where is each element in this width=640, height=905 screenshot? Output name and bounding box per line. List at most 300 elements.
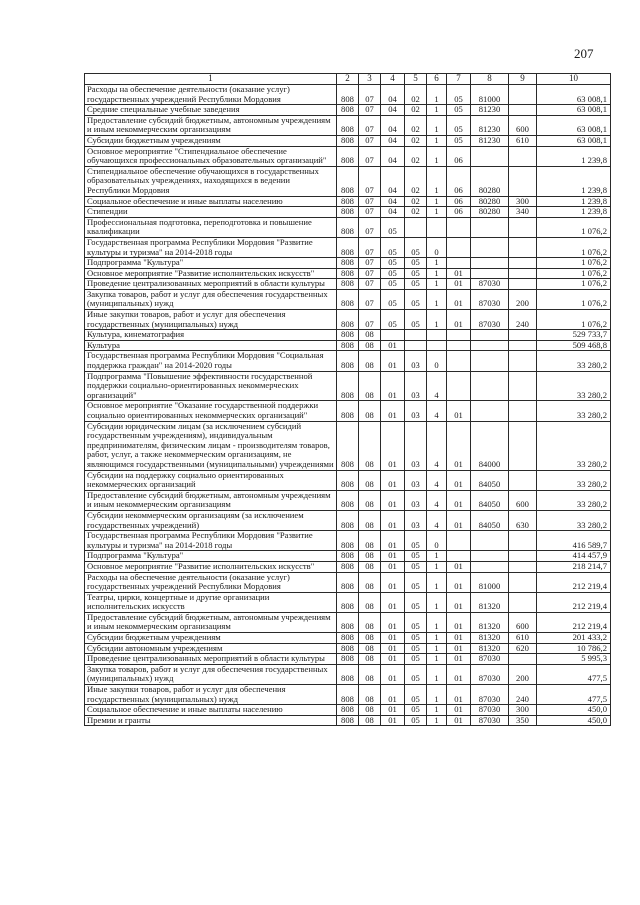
header-col-amount: 10: [537, 74, 611, 85]
cell-col-amount: 1 239,8: [537, 207, 611, 218]
cell-col-program: 05: [405, 654, 427, 665]
cell-col-name: Подпрограмма "Культура": [85, 258, 337, 269]
cell-col-ministry: 808: [337, 401, 359, 421]
cell-col-amount: 33 280,2: [537, 510, 611, 530]
table-row: [85, 510, 611, 530]
cell-col-amount: 416 589,7: [537, 531, 611, 551]
cell-col-section: 07: [359, 310, 381, 330]
cell-col-section: 07: [359, 217, 381, 237]
cell-col-ministry: 808: [337, 289, 359, 309]
budget-table: [84, 73, 611, 726]
cell-col-program: 03: [405, 510, 427, 530]
cell-col-measure: 01: [447, 664, 471, 684]
cell-col-amount: 477,5: [537, 664, 611, 684]
cell-col-section: 07: [359, 115, 381, 135]
cell-col-program: 05: [405, 268, 427, 279]
table-row: [85, 146, 611, 166]
cell-col-amount: 477,5: [537, 685, 611, 705]
table-header-row: [85, 74, 611, 85]
cell-col-measure: 01: [447, 421, 471, 470]
cell-col-amount: 1 076,2: [537, 289, 611, 309]
header-col-section: 3: [359, 74, 381, 85]
cell-col-direction: [471, 401, 509, 421]
header-col-ministry: 2: [337, 74, 359, 85]
cell-col-amount: 450,0: [537, 705, 611, 716]
cell-col-ministry: 808: [337, 258, 359, 269]
table-row: [85, 633, 611, 644]
cell-col-section: 08: [359, 715, 381, 726]
cell-col-direction: [471, 237, 509, 257]
cell-col-amount: 10 786,2: [537, 643, 611, 654]
cell-col-program: 05: [405, 279, 427, 290]
cell-col-direction: [471, 531, 509, 551]
cell-col-direction: [471, 351, 509, 371]
cell-col-expense-type: [509, 654, 537, 665]
cell-col-expense-type: 600: [509, 612, 537, 632]
cell-col-amount: 212 219,4: [537, 612, 611, 632]
cell-col-program: 05: [405, 531, 427, 551]
cell-col-direction: 84050: [471, 510, 509, 530]
table-row: [85, 207, 611, 218]
cell-col-measure: [447, 371, 471, 401]
cell-col-amount: 33 280,2: [537, 401, 611, 421]
cell-col-direction: 87030: [471, 654, 509, 665]
cell-col-amount: 33 280,2: [537, 490, 611, 510]
cell-col-amount: 63 008,1: [537, 115, 611, 135]
cell-col-expense-type: 300: [509, 705, 537, 716]
cell-col-amount: 33 280,2: [537, 371, 611, 401]
cell-col-measure: 05: [447, 115, 471, 135]
cell-col-ministry: 808: [337, 572, 359, 592]
cell-col-subprogram: [427, 340, 447, 351]
cell-col-subsection: 01: [381, 531, 405, 551]
cell-col-program: 02: [405, 166, 427, 196]
cell-col-subsection: [381, 330, 405, 341]
cell-col-ministry: 808: [337, 330, 359, 341]
cell-col-subprogram: 1: [427, 196, 447, 207]
cell-col-subsection: 05: [381, 268, 405, 279]
header-col-subprogram: 6: [427, 74, 447, 85]
cell-col-subsection: 01: [381, 340, 405, 351]
cell-col-measure: 01: [447, 643, 471, 654]
cell-col-amount: 1 076,2: [537, 268, 611, 279]
cell-col-direction: 84050: [471, 470, 509, 490]
cell-col-expense-type: [509, 105, 537, 116]
table-row: [85, 237, 611, 257]
cell-col-section: 07: [359, 207, 381, 218]
cell-col-ministry: 808: [337, 135, 359, 146]
cell-col-subsection: 01: [381, 551, 405, 562]
cell-col-program: 02: [405, 135, 427, 146]
cell-col-subprogram: 1: [427, 654, 447, 665]
cell-col-measure: 06: [447, 207, 471, 218]
cell-col-ministry: 808: [337, 612, 359, 632]
cell-col-direction: 87030: [471, 705, 509, 716]
cell-col-ministry: 808: [337, 207, 359, 218]
cell-col-subprogram: [427, 330, 447, 341]
cell-col-expense-type: [509, 371, 537, 401]
cell-col-subsection: 04: [381, 85, 405, 105]
cell-col-name: Подпрограмма "Повышение эффективности государственной поддержки социально-ориентированных некоммерческих организаций": [85, 371, 337, 401]
cell-col-subprogram: 0: [427, 351, 447, 371]
table-row: [85, 561, 611, 572]
cell-col-measure: 05: [447, 135, 471, 146]
cell-col-expense-type: 610: [509, 135, 537, 146]
cell-col-subprogram: 1: [427, 279, 447, 290]
cell-col-name: Иные закупки товаров, работ и услуг для обеспечения государственных (муниципальных) нужд: [85, 685, 337, 705]
cell-col-section: 08: [359, 421, 381, 470]
cell-col-measure: 01: [447, 510, 471, 530]
cell-col-name: Закупка товаров, работ и услуг для обеспечения государственных (муниципальных) нужд: [85, 289, 337, 309]
cell-col-expense-type: [509, 421, 537, 470]
cell-col-expense-type: [509, 351, 537, 371]
cell-col-subsection: 01: [381, 654, 405, 665]
cell-col-program: 05: [405, 551, 427, 562]
cell-col-name: Предоставление субсидий бюджетным, автономным учреждениям и иным некоммерческим организациям: [85, 612, 337, 632]
cell-col-name: Профессиональная подготовка, переподготовка и повышение квалификации: [85, 217, 337, 237]
cell-col-name: Премии и гранты: [85, 715, 337, 726]
cell-col-name: Культура: [85, 340, 337, 351]
cell-col-name: Средние специальные учебные заведения: [85, 105, 337, 116]
table-row: [85, 612, 611, 632]
cell-col-name: Расходы на обеспечение деятельности (оказание услуг) государственных учреждений Республики Мордовия: [85, 572, 337, 592]
cell-col-ministry: 808: [337, 166, 359, 196]
table-row: [85, 196, 611, 207]
cell-col-measure: [447, 237, 471, 257]
table-row: [85, 531, 611, 551]
cell-col-program: 03: [405, 470, 427, 490]
cell-col-name: Театры, цирки, концертные и другие организации исполнительских искусств: [85, 592, 337, 612]
table-row: [85, 401, 611, 421]
cell-col-measure: 01: [447, 401, 471, 421]
cell-col-ministry: 808: [337, 105, 359, 116]
cell-col-expense-type: 340: [509, 207, 537, 218]
cell-col-program: 02: [405, 196, 427, 207]
cell-col-expense-type: [509, 146, 537, 166]
cell-col-name: Проведение централизованных мероприятий в области культуры: [85, 279, 337, 290]
cell-col-measure: 05: [447, 105, 471, 116]
cell-col-subprogram: 1: [427, 105, 447, 116]
cell-col-name: Субсидии бюджетным учреждениям: [85, 633, 337, 644]
cell-col-subsection: 05: [381, 237, 405, 257]
cell-col-section: 07: [359, 258, 381, 269]
table-row: [85, 654, 611, 665]
cell-col-section: 08: [359, 633, 381, 644]
table-row: [85, 470, 611, 490]
table-row: [85, 551, 611, 562]
cell-col-name: Иные закупки товаров, работ и услуг для обеспечения государственных (муниципальных) нужд: [85, 310, 337, 330]
cell-col-expense-type: 240: [509, 685, 537, 705]
table-row: [85, 105, 611, 116]
cell-col-program: 05: [405, 310, 427, 330]
cell-col-ministry: 808: [337, 310, 359, 330]
cell-col-amount: 63 008,1: [537, 105, 611, 116]
cell-col-name: Предоставление субсидий бюджетным, автономным учреждениям и иным некоммерческим организациям: [85, 490, 337, 510]
cell-col-direction: [471, 551, 509, 562]
cell-col-program: 02: [405, 105, 427, 116]
cell-col-expense-type: [509, 531, 537, 551]
cell-col-amount: 1 076,2: [537, 237, 611, 257]
cell-col-measure: [447, 258, 471, 269]
cell-col-name: Стипендии: [85, 207, 337, 218]
cell-col-program: [405, 340, 427, 351]
cell-col-amount: 1 239,8: [537, 166, 611, 196]
cell-col-amount: 33 280,2: [537, 421, 611, 470]
header-col-name: 1: [85, 74, 337, 85]
cell-col-section: 08: [359, 643, 381, 654]
cell-col-ministry: 808: [337, 705, 359, 716]
cell-col-expense-type: [509, 166, 537, 196]
cell-col-measure: 01: [447, 612, 471, 632]
cell-col-expense-type: [509, 268, 537, 279]
cell-col-expense-type: [509, 237, 537, 257]
cell-col-program: 02: [405, 207, 427, 218]
cell-col-expense-type: [509, 401, 537, 421]
table-row: [85, 310, 611, 330]
cell-col-ministry: 808: [337, 510, 359, 530]
cell-col-ministry: 808: [337, 371, 359, 401]
cell-col-expense-type: [509, 85, 537, 105]
cell-col-section: 08: [359, 685, 381, 705]
cell-col-direction: 87030: [471, 289, 509, 309]
cell-col-subsection: 01: [381, 401, 405, 421]
cell-col-subsection: 01: [381, 592, 405, 612]
table-row: [85, 664, 611, 684]
cell-col-direction: 87030: [471, 685, 509, 705]
cell-col-section: 08: [359, 561, 381, 572]
cell-col-subprogram: 4: [427, 470, 447, 490]
cell-col-program: 05: [405, 592, 427, 612]
cell-col-expense-type: [509, 561, 537, 572]
cell-col-amount: 33 280,2: [537, 351, 611, 371]
cell-col-measure: [447, 330, 471, 341]
cell-col-section: 07: [359, 289, 381, 309]
cell-col-section: 08: [359, 470, 381, 490]
cell-col-name: Субсидии бюджетным учреждениям: [85, 135, 337, 146]
cell-col-ministry: 808: [337, 531, 359, 551]
cell-col-amount: 212 219,4: [537, 592, 611, 612]
cell-col-expense-type: 300: [509, 196, 537, 207]
cell-col-name: Подпрограмма "Культура": [85, 551, 337, 562]
cell-col-measure: 01: [447, 279, 471, 290]
cell-col-name: Расходы на обеспечение деятельности (оказание услуг) государственных учреждений Республики Мордовия: [85, 85, 337, 105]
cell-col-program: 02: [405, 115, 427, 135]
cell-col-subprogram: 1: [427, 115, 447, 135]
cell-col-section: 07: [359, 279, 381, 290]
table-row: [85, 421, 611, 470]
table-row: [85, 340, 611, 351]
cell-col-amount: 1 076,2: [537, 217, 611, 237]
cell-col-subsection: 04: [381, 115, 405, 135]
cell-col-section: 07: [359, 146, 381, 166]
cell-col-subsection: 01: [381, 633, 405, 644]
cell-col-subprogram: 1: [427, 572, 447, 592]
cell-col-direction: [471, 330, 509, 341]
cell-col-direction: [471, 268, 509, 279]
cell-col-subprogram: [427, 217, 447, 237]
cell-col-measure: 01: [447, 654, 471, 665]
cell-col-subprogram: 1: [427, 685, 447, 705]
cell-col-subprogram: 4: [427, 510, 447, 530]
cell-col-amount: 1 076,2: [537, 258, 611, 269]
cell-col-program: 02: [405, 146, 427, 166]
cell-col-name: Государственная программа Республики Мордовия "Социальная поддержка граждан" на 2014-2020 годы: [85, 351, 337, 371]
cell-col-direction: 81000: [471, 85, 509, 105]
cell-col-amount: 1 076,2: [537, 279, 611, 290]
table-row: [85, 715, 611, 726]
table-row: [85, 258, 611, 269]
cell-col-amount: 63 008,1: [537, 135, 611, 146]
cell-col-measure: [447, 351, 471, 371]
cell-col-program: 03: [405, 401, 427, 421]
cell-col-program: 03: [405, 490, 427, 510]
cell-col-subsection: 01: [381, 351, 405, 371]
cell-col-program: 05: [405, 664, 427, 684]
cell-col-ministry: 808: [337, 551, 359, 562]
budget-table-container: [84, 73, 610, 726]
table-row: [85, 268, 611, 279]
cell-col-amount: 63 008,1: [537, 85, 611, 105]
cell-col-direction: 87030: [471, 310, 509, 330]
cell-col-name: Предоставление субсидий бюджетным, автономным учреждениям и иным некоммерческим организациям: [85, 115, 337, 135]
cell-col-amount: 450,0: [537, 715, 611, 726]
cell-col-expense-type: [509, 470, 537, 490]
cell-col-program: 05: [405, 561, 427, 572]
table-row: [85, 371, 611, 401]
table-row: [85, 490, 611, 510]
cell-col-direction: 87030: [471, 279, 509, 290]
cell-col-section: 08: [359, 351, 381, 371]
cell-col-section: 08: [359, 510, 381, 530]
cell-col-program: 03: [405, 351, 427, 371]
cell-col-expense-type: 620: [509, 643, 537, 654]
header-col-program: 5: [405, 74, 427, 85]
cell-col-section: 08: [359, 490, 381, 510]
cell-col-expense-type: [509, 340, 537, 351]
cell-col-expense-type: 240: [509, 310, 537, 330]
cell-col-ministry: 808: [337, 268, 359, 279]
cell-col-expense-type: 610: [509, 633, 537, 644]
cell-col-direction: 87030: [471, 715, 509, 726]
cell-col-name: Социальное обеспечение и иные выплаты населению: [85, 705, 337, 716]
table-row: [85, 572, 611, 592]
cell-col-amount: 5 995,3: [537, 654, 611, 665]
cell-col-subsection: 01: [381, 572, 405, 592]
cell-col-program: 02: [405, 85, 427, 105]
cell-col-measure: 06: [447, 196, 471, 207]
cell-col-program: 03: [405, 421, 427, 470]
cell-col-expense-type: 630: [509, 510, 537, 530]
cell-col-subprogram: 1: [427, 85, 447, 105]
header-col-direction: 8: [471, 74, 509, 85]
cell-col-subsection: 05: [381, 258, 405, 269]
table-row: [85, 592, 611, 612]
cell-col-measure: 01: [447, 561, 471, 572]
cell-col-name: Социальное обеспечение и иные выплаты населению: [85, 196, 337, 207]
cell-col-section: 07: [359, 135, 381, 146]
cell-col-subprogram: 4: [427, 401, 447, 421]
cell-col-program: 05: [405, 643, 427, 654]
cell-col-section: 08: [359, 340, 381, 351]
cell-col-ministry: 808: [337, 654, 359, 665]
cell-col-subprogram: 1: [427, 612, 447, 632]
cell-col-direction: 84000: [471, 421, 509, 470]
cell-col-subprogram: 1: [427, 289, 447, 309]
cell-col-expense-type: [509, 279, 537, 290]
cell-col-subsection: 04: [381, 135, 405, 146]
cell-col-program: [405, 330, 427, 341]
cell-col-section: 08: [359, 612, 381, 632]
table-row: [85, 643, 611, 654]
cell-col-subprogram: 1: [427, 705, 447, 716]
cell-col-program: 05: [405, 633, 427, 644]
cell-col-subprogram: 1: [427, 310, 447, 330]
cell-col-subprogram: 4: [427, 371, 447, 401]
cell-col-program: 05: [405, 612, 427, 632]
cell-col-name: Основное мероприятие "Развитие исполнительских искусств": [85, 561, 337, 572]
cell-col-ministry: 808: [337, 664, 359, 684]
cell-col-subprogram: 0: [427, 237, 447, 257]
cell-col-name: Субсидии юридическим лицам (за исключением субсидий государственным учреждениям), индивидуальным предпринимателям, физическим лицам - производителям товаров, работ, услуг, а также некоммерческим организациям, не являющимся государственными (муниципальными) учреждениями: [85, 421, 337, 470]
cell-col-ministry: 808: [337, 237, 359, 257]
cell-col-section: 08: [359, 330, 381, 341]
cell-col-subprogram: 1: [427, 664, 447, 684]
cell-col-subprogram: 1: [427, 146, 447, 166]
cell-col-subprogram: 4: [427, 490, 447, 510]
cell-col-ministry: 808: [337, 115, 359, 135]
cell-col-measure: 01: [447, 470, 471, 490]
cell-col-subprogram: 1: [427, 207, 447, 218]
cell-col-subsection: 01: [381, 664, 405, 684]
header-col-measure: 7: [447, 74, 471, 85]
cell-col-expense-type: 600: [509, 115, 537, 135]
cell-col-direction: 81230: [471, 135, 509, 146]
cell-col-amount: 509 468,8: [537, 340, 611, 351]
cell-col-measure: 01: [447, 705, 471, 716]
cell-col-subprogram: 1: [427, 592, 447, 612]
cell-col-measure: 05: [447, 85, 471, 105]
table-row: [85, 685, 611, 705]
cell-col-section: 08: [359, 371, 381, 401]
cell-col-amount: 212 219,4: [537, 572, 611, 592]
cell-col-subsection: 01: [381, 490, 405, 510]
cell-col-ministry: 808: [337, 196, 359, 207]
cell-col-section: 08: [359, 592, 381, 612]
cell-col-program: [405, 217, 427, 237]
cell-col-subsection: 04: [381, 207, 405, 218]
cell-col-ministry: 808: [337, 490, 359, 510]
cell-col-subsection: 01: [381, 612, 405, 632]
cell-col-amount: 1 076,2: [537, 310, 611, 330]
cell-col-direction: [471, 146, 509, 166]
cell-col-subsection: 04: [381, 105, 405, 116]
cell-col-ministry: 808: [337, 279, 359, 290]
cell-col-measure: 01: [447, 572, 471, 592]
table-row: [85, 289, 611, 309]
cell-col-direction: 80280: [471, 196, 509, 207]
table-row: [85, 217, 611, 237]
cell-col-section: 08: [359, 531, 381, 551]
cell-col-subprogram: 0: [427, 531, 447, 551]
cell-col-name: Основное мероприятие "Оказание государственной поддержки социально ориентированных некоммерческих организаций": [85, 401, 337, 421]
cell-col-section: 08: [359, 401, 381, 421]
cell-col-subprogram: 1: [427, 715, 447, 726]
cell-col-subsection: 01: [381, 705, 405, 716]
header-col-expense-type: 9: [509, 74, 537, 85]
cell-col-subprogram: 1: [427, 551, 447, 562]
cell-col-measure: 01: [447, 310, 471, 330]
cell-col-direction: [471, 561, 509, 572]
